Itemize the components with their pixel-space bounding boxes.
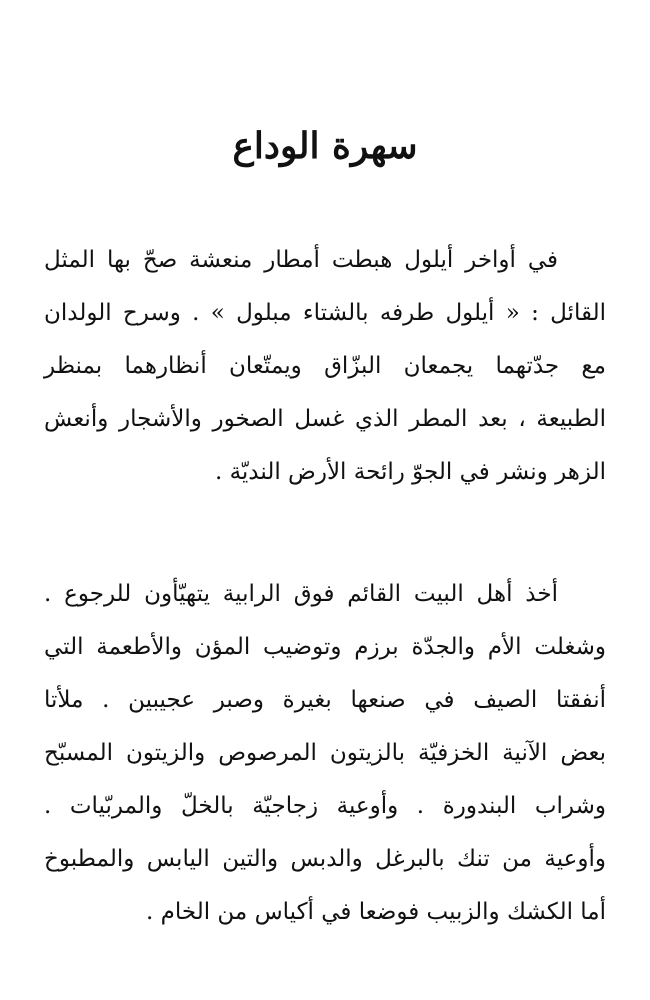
paragraph-line: الزهر ونشر في الجوّ رائحة الأرض النديّة . <box>214 459 606 485</box>
paragraph-line: القائل : « أيلول طرفه بالشتاء مبلول » . وسرح الولدان <box>44 300 606 326</box>
paragraph-2 <box>44 568 606 939</box>
paragraph-line: بعض الآنية الخزفيّة بالزيتون المرصوص والزيتون المسبّح <box>44 740 606 766</box>
paragraph-line: وشغلت الأم والجدّة برزم وتوضيب المؤن والأطعمة التي <box>44 634 606 660</box>
paragraph-line: أما الكشك والزبيب فوضعا في أكياس من الخام . <box>146 899 606 925</box>
paragraph-1 <box>44 234 606 499</box>
paragraph-line: أخذ أهل البيت القائم فوق الرابية يتهيّأون للرجوع . <box>44 581 558 607</box>
paragraph-line: أنفقتا الصيف في صنعها بغيرة وصبر عجيبين . ملأتا <box>44 687 606 713</box>
paragraph-line: وأوعية من تنك بالبرغل والدبس والتين اليابس والمطبوخ <box>44 846 606 872</box>
paragraph-line: وشراب البندورة . وأوعية زجاجيّة بالخلّ والمربّيات . <box>44 793 606 819</box>
paragraph-line: الطبيعة ، بعد المطر الذي غسل الصخور والأشجار وأنعش <box>44 406 606 432</box>
page-title: سهرة الوداع <box>232 125 418 167</box>
paragraph-line: مع جدّتهما يجمعان البزّاق ويمتّعان أنظارهما بمنظر <box>44 353 606 379</box>
paragraph-line: في أواخر أيلول هبطت أمطار منعشة صحّ بها المثل <box>44 247 558 273</box>
